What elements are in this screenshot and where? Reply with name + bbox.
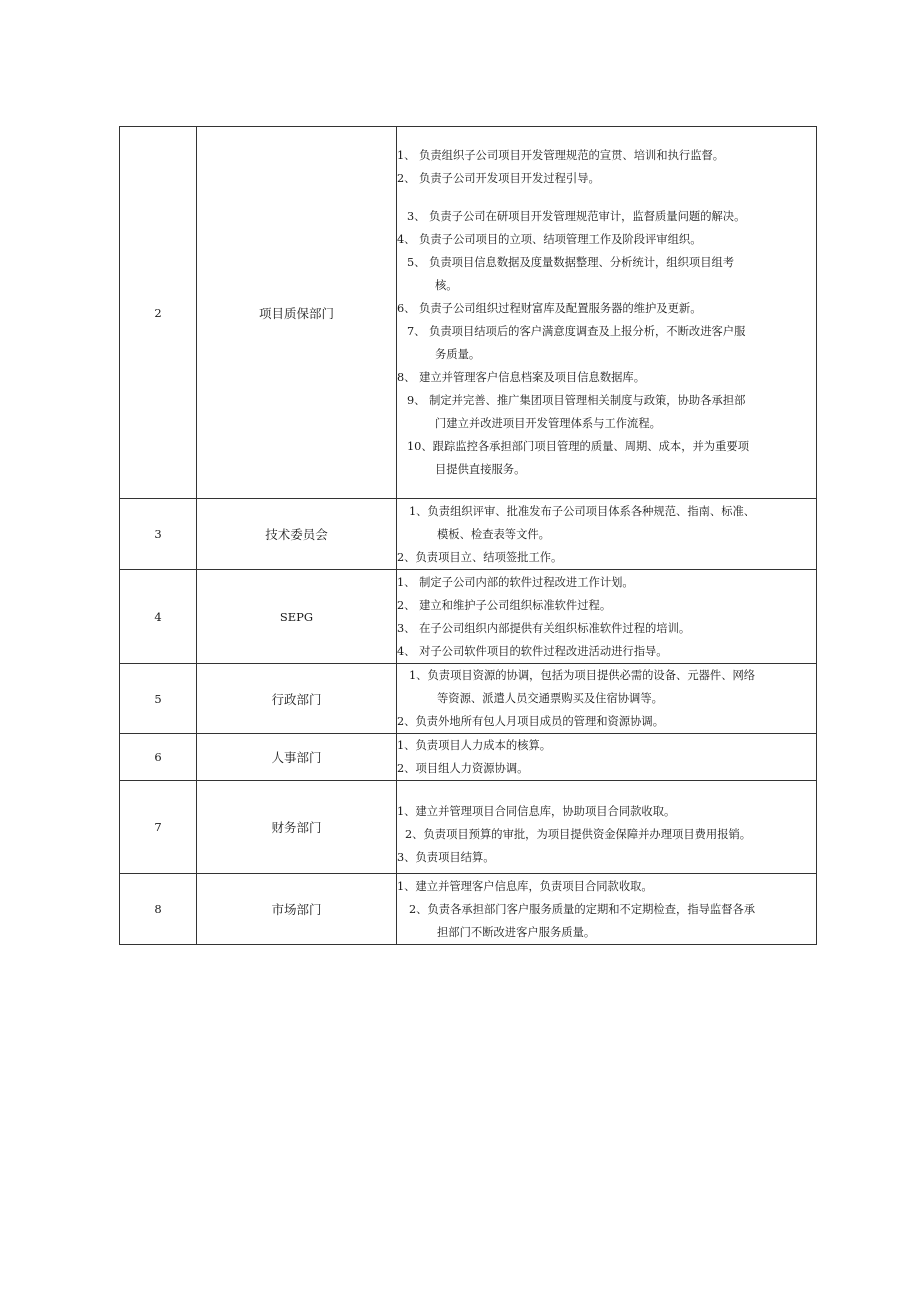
duty-item: 1、 负责组织子公司项目开发管理规范的宣贯、培训和执行监督。 <box>397 149 725 162</box>
duty-item-continuation: 门建立并改进项目开发管理体系与工作流程。 <box>435 417 661 430</box>
duty-item: 3、负责项目结算。 <box>397 850 495 864</box>
duty-item: 2、 建立和维护子公司组织标准软件过程。 <box>397 598 612 612</box>
duties-cell <box>397 570 817 664</box>
duty-item: 4、 对子公司软件项目的软件过程改进活动进行指导。 <box>397 644 668 658</box>
row-number: 4 <box>120 570 197 664</box>
duty-item: 2、负责项目预算的审批，为项目提供资金保障并办理项目费用报销。 <box>405 827 752 841</box>
table-row <box>120 499 817 570</box>
table-row <box>120 664 817 734</box>
duty-item-continuation: 担部门不断改进客户服务质量。 <box>437 925 596 939</box>
responsibility-table <box>119 126 817 945</box>
duty-item-continuation: 务质量。 <box>435 348 481 361</box>
row-number: 6 <box>120 734 197 781</box>
department-name: 市场部门 <box>197 874 397 945</box>
table-row <box>120 127 817 499</box>
duties-cell <box>397 874 817 945</box>
department-name: 技术委员会 <box>197 499 397 570</box>
table-row <box>120 734 817 781</box>
duty-item-continuation: 等资源、派遣人员交通票购买及住宿协调等。 <box>437 692 663 705</box>
duty-item: 7、 负责项目结项后的客户满意度调查及上报分析，不断改进客户服 <box>407 325 746 338</box>
row-number: 7 <box>120 781 197 874</box>
row-number: 2 <box>120 127 197 499</box>
row-number: 3 <box>120 499 197 570</box>
duty-item: 3、 负责子公司在研项目开发管理规范审计，监督质量问题的解决。 <box>407 210 746 223</box>
row-number: 5 <box>120 664 197 734</box>
department-name: 行政部门 <box>197 664 397 734</box>
duties-cell <box>397 734 817 781</box>
duty-item: 10、跟踪监控各承担部门项目管理的质量、周期、成本，并为重要项 <box>407 440 749 453</box>
duty-item: 1、 制定子公司内部的软件过程改进工作计划。 <box>397 575 634 589</box>
duties-cell <box>397 127 817 499</box>
table-row <box>120 570 817 664</box>
department-name: 项目质保部门 <box>197 127 397 499</box>
duty-item: 2、负责项目立、结项签批工作。 <box>397 550 563 564</box>
duty-item-continuation: 目提供直接服务。 <box>435 463 526 476</box>
duty-item: 2、 负责子公司开发项目开发过程引导。 <box>397 172 600 185</box>
duty-item: 1、建立并管理项目合同信息库，协助项目合同款收取。 <box>397 804 676 818</box>
table-row <box>120 874 817 945</box>
duty-item: 2、负责外地所有包人月项目成员的管理和资源协调。 <box>397 715 665 728</box>
row-number: 8 <box>120 874 197 945</box>
duty-item: 4、 负责子公司项目的立项、结项管理工作及阶段评审组织。 <box>397 233 702 246</box>
table-row <box>120 781 817 874</box>
duty-item: 1、负责组织评审、批准发布子公司项目体系各种规范、指南、标准、 <box>409 504 756 518</box>
department-name: 人事部门 <box>197 734 397 781</box>
duty-item: 8、 建立并管理客户信息档案及项目信息数据库。 <box>397 371 646 384</box>
duties-cell <box>397 781 817 874</box>
duty-item: 2、负责各承担部门客户服务质量的定期和不定期检查，指导监督各承 <box>409 902 756 916</box>
duty-item: 6、 负责子公司组织过程财富库及配置服务器的维护及更新。 <box>397 302 702 315</box>
department-name: 财务部门 <box>197 781 397 874</box>
duty-item: 1、负责项目人力成本的核算。 <box>397 739 552 752</box>
duty-item: 5、 负责项目信息数据及度量数据整理、分析统计，组织项目组考 <box>407 256 735 269</box>
duties-cell <box>397 664 817 734</box>
duty-item: 1、负责项目资源的协调，包括为项目提供必需的设备、元器件、网络 <box>409 669 756 682</box>
duty-item: 2、项目组人力资源协调。 <box>397 762 529 775</box>
duty-item: 3、 在子公司组织内部提供有关组织标准软件过程的培训。 <box>397 621 691 635</box>
duty-item-continuation: 模板、检查表等文件。 <box>437 527 550 541</box>
duties-cell <box>397 499 817 570</box>
duty-item: 9、 制定并完善、推广集团项目管理相关制度与政策，协助各承担部 <box>407 394 746 407</box>
duty-item: 1、建立并管理客户信息库，负责项目合同款收取。 <box>397 879 653 893</box>
duty-item-continuation: 核。 <box>435 279 458 292</box>
department-name: SEPG <box>197 570 397 664</box>
